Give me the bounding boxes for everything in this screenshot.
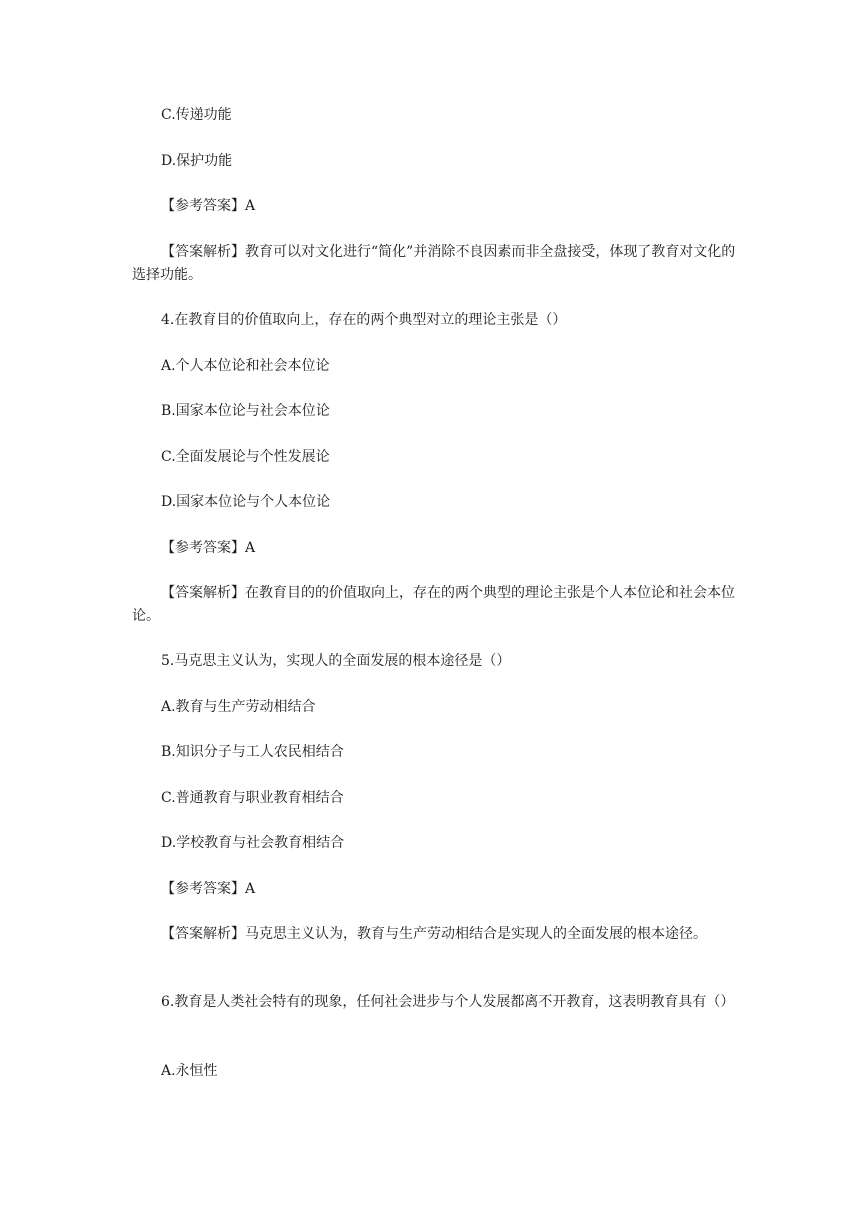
question-5-option-c: C.普通教育与职业教育相结合 [161,790,344,806]
question-5: 5.马克思主义认为，实现人的全面发展的根本途径是（） [161,653,511,669]
option-c-transmission: C.传递功能 [161,107,232,123]
question-4-option-a: A.个人本位论和社会本位论 [161,358,330,374]
reference-answer: 【参考答案】A [161,198,256,214]
question-6: 6.教育是人类社会特有的现象，任何社会进步与个人发展都离不开教育，这表明教育具有（） [161,994,735,1010]
question-5-option-d: D.学校教育与社会教育相结合 [161,835,345,851]
option-d-protection: D.保护功能 [161,153,233,169]
question-5-option-a: A.教育与生产劳动相结合 [161,699,316,715]
reference-answer: 【参考答案】A [161,881,256,897]
answer-explanation: 【答案解析】在教育目的的价值取向上，存在的两个典型的理论主张是个人本位论和社会本位论。 [132,585,735,624]
reference-answer: 【参考答案】A [161,540,256,556]
question-4: 4.在教育目的价值取向上，存在的两个典型对立的理论主张是（） [161,312,567,328]
question-4-option-d: D.国家本位论与个人本位论 [161,494,331,510]
answer-explanation: 【答案解析】教育可以对文化进行“简化”并消除不良因素而非全盘接受，体现了教育对文化的选择功能。 [132,244,736,283]
question-6-option-a: A.永恒性 [161,1063,218,1079]
question-4-option-b: B.国家本位论与社会本位论 [161,403,330,419]
question-4-option-c: C.全面发展论与个性发展论 [161,449,330,465]
answer-explanation: 【答案解析】马克思主义认为，教育与生产劳动相结合是实现人的全面发展的根本途径。 [161,926,707,942]
question-5-option-b: B.知识分子与工人农民相结合 [161,744,344,760]
